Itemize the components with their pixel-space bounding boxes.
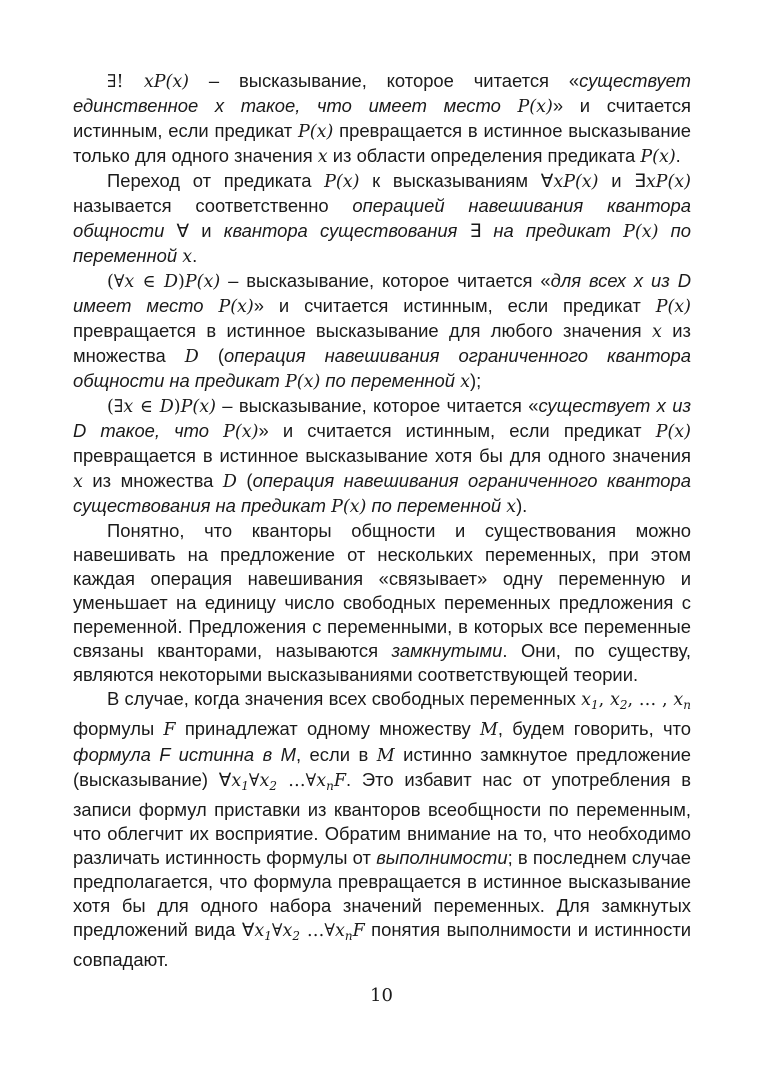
text-run: к высказываниям ∀	[359, 170, 554, 192]
italic-run: операция навешивания ограниченного квантора общности на предикат	[73, 345, 691, 392]
subscript-run: 1	[264, 929, 272, 944]
text-run: .	[675, 145, 681, 167]
math-run: P(x)	[184, 271, 221, 292]
math-run: x	[460, 372, 470, 393]
math-symbol-run: ∈	[134, 271, 164, 292]
math-symbol-run: )	[178, 271, 185, 292]
math-run: P(x)	[223, 422, 259, 443]
text-run: В случае, когда значения всех свободных переменных	[107, 688, 582, 710]
subscript-run: 1	[591, 698, 599, 713]
text-run: превращается в истинное высказывание для любого значения	[73, 319, 653, 341]
math-run: x	[506, 496, 517, 517]
text-run: » и считается истинным, если предикат	[73, 95, 691, 142]
italic-run: по переменной	[366, 494, 507, 516]
math-run: D	[159, 397, 174, 418]
text-run: Понятно, что кванторы общности и существования можно навешивать на предложение от нескольких переменных, при этом каждая операция навешивания «связывает» одну переменную и уменьшает на единицу число свободных переменных предложения с переменной. Предложения с переменными, в которых все переменные связаны кванторами, называются	[73, 519, 691, 662]
text-run: );	[470, 370, 482, 392]
math-run: x	[317, 147, 328, 168]
math-run: x	[673, 690, 684, 711]
math-run: x	[259, 770, 270, 791]
math-run: F	[163, 720, 176, 741]
italic-run: существует единственное x такое, что имеет место	[73, 70, 692, 117]
math-run: P(x)	[180, 397, 216, 418]
text-run: и ∃	[598, 170, 646, 192]
text-run: понятия выполнимости и истинности совпадают.	[73, 919, 692, 971]
subscript-run: n	[344, 929, 353, 944]
italic-run: на предикат	[493, 219, 624, 241]
math-symbol-run: ,	[598, 690, 610, 711]
text-run: » и считается истинным, если предикат	[258, 420, 656, 442]
text-run: истинно замкнутое предложение (высказывание) ∀	[73, 743, 692, 790]
text-run: принадлежат одному множеству	[175, 718, 480, 740]
paragraph-bounded-universal	[73, 269, 691, 394]
italic-run: выполнимости	[376, 846, 508, 868]
math-run: P(x)	[517, 97, 553, 118]
subscript-run: 2	[292, 929, 300, 944]
paragraph-unique-existence	[73, 69, 691, 169]
paragraph-truth-in-set	[73, 687, 691, 972]
math-symbol-run: )	[173, 397, 181, 418]
italic-run: для всех x из D имеет место	[73, 269, 692, 316]
math-run: F	[352, 921, 365, 942]
text-run: формулы	[73, 718, 164, 740]
subscript-run: 2	[619, 698, 628, 713]
text-run: из множества	[73, 319, 691, 367]
math-run: x	[73, 471, 83, 492]
math-run: x	[254, 921, 265, 942]
math-run: D	[184, 347, 199, 368]
math-run: x	[652, 321, 662, 342]
math-run: x	[182, 246, 193, 267]
math-symbol-run: ∀	[271, 921, 283, 942]
math-run: xP(x)	[645, 172, 691, 193]
math-run: x	[124, 271, 135, 292]
math-symbol-run: ∃!	[107, 72, 144, 92]
math-run: x	[282, 921, 293, 942]
math-run: P(x)	[218, 296, 254, 317]
math-run: x	[123, 397, 134, 418]
subscript-run: 2	[269, 778, 277, 793]
math-run: F	[333, 770, 347, 791]
math-run: M	[479, 720, 498, 741]
subscript-run: n	[326, 778, 334, 793]
text-run: (	[198, 345, 224, 367]
text-run: » и считается истинным, если предикат	[253, 294, 656, 316]
paragraph-closed-sentences	[73, 519, 691, 688]
page-number: 10	[370, 985, 393, 1006]
text-run: превращается в истинное высказывание только для одного значения	[73, 120, 691, 167]
page-body	[73, 69, 691, 972]
text-run: , будем говорить, что	[497, 718, 691, 740]
math-run: P(x)	[298, 122, 334, 143]
text-run: .	[192, 244, 198, 266]
subscript-run: 1	[241, 778, 249, 793]
text-run: ; в последнем случае предполагается, что формула превращается в истинное высказывание хотя бы для одного набора значений переменных. Для замкнутых предложений вида ∀	[73, 846, 692, 941]
math-run: x	[231, 770, 242, 791]
math-run: xP(x)	[553, 172, 599, 193]
text-run: называется соответственно	[73, 195, 353, 217]
italic-run: по переменной	[73, 219, 691, 266]
text-run: из области определения предиката	[327, 145, 641, 167]
math-run: P(x)	[623, 221, 659, 242]
italic-run: операцией навешивания квантора общности	[73, 195, 691, 241]
math-symbol-run: (∀	[107, 271, 125, 292]
math-symbol-run: …∀	[276, 770, 317, 791]
text-run: – высказывание, которое читается «	[220, 269, 551, 291]
text-run: ).	[516, 494, 528, 516]
text-run: . Они, по существу, являются некоторыми высказываниями соответствующей теории.	[73, 640, 691, 686]
math-run: M	[376, 745, 395, 766]
paragraph-bounded-existential	[73, 394, 691, 518]
text-run: ∀ и	[164, 219, 224, 241]
text-run: ∃	[457, 219, 494, 241]
text-run: Переход от предиката	[107, 170, 325, 192]
math-symbol-run: ∀	[248, 770, 260, 791]
paragraph-quantifier-operations	[73, 169, 691, 268]
text-run: . Это избавит нас от употребления в записи формул приставки из кванторов всеобщности по переменным, что облегчит их восприятие. Обратим внимание на то, что необходимо различать истинность формулы от	[73, 768, 691, 868]
math-run: P(x)	[655, 422, 691, 443]
text-run: – высказывание, которое читается «	[215, 395, 539, 417]
math-run: P(x)	[640, 147, 676, 168]
italic-run: по переменной	[320, 370, 461, 392]
text-run: – высказывание, которое читается «	[189, 70, 580, 91]
math-run: P(x)	[285, 372, 321, 393]
text-run: , если в	[295, 743, 377, 765]
italic-run: операция навешивания ограниченного квантора существования на предикат	[73, 469, 691, 516]
text-run: (	[236, 469, 253, 491]
math-run: P(x)	[331, 496, 367, 517]
text-run: из множества	[82, 469, 223, 491]
italic-run: существует x из D такое, что	[73, 395, 691, 442]
math-run: x	[334, 921, 345, 942]
italic-run: формула F истинна в M	[73, 743, 296, 765]
math-run: P(x)	[324, 172, 360, 193]
math-run: x	[581, 690, 592, 711]
italic-run: замкнутыми	[391, 640, 503, 662]
math-run: xP(x)	[143, 72, 190, 92]
italic-run: квантора существования	[223, 219, 458, 241]
math-run: x	[609, 690, 620, 711]
math-run: D	[164, 271, 179, 292]
math-symbol-run: …∀	[300, 921, 335, 942]
math-run: D	[222, 471, 237, 492]
text-run: превращается в истинное высказывание хотя бы для одного значения	[73, 445, 691, 467]
math-symbol-run: ∈	[133, 397, 160, 418]
math-symbol-run: (∃	[107, 397, 124, 418]
math-run: P(x)	[655, 296, 691, 317]
subscript-run: n	[683, 698, 691, 713]
math-run: x	[316, 770, 327, 791]
math-symbol-run: , … ,	[627, 690, 674, 711]
